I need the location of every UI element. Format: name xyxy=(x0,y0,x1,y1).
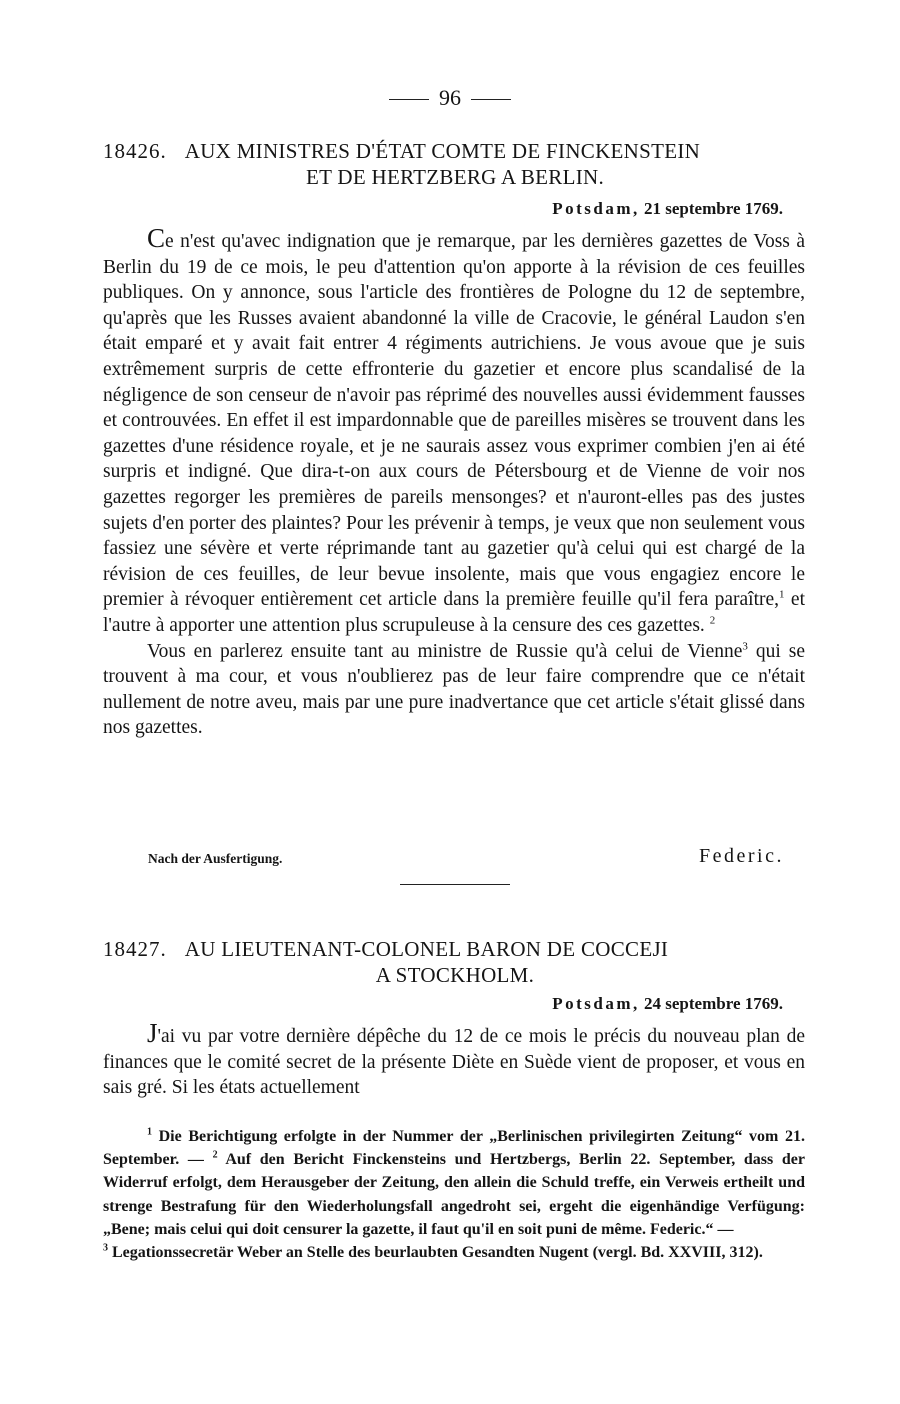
footnote-marker: 2 xyxy=(212,1149,218,1161)
footnote-ref: 2 xyxy=(709,614,716,627)
footnote-marker: 3 xyxy=(103,1242,108,1254)
paragraph: Ce n'est qu'avec indignation que je remarque, par les dernières gazettes de Voss à Berlin du 19 de ce mois, le peu d'attention qu'on apporte à la révision de ces feuilles publiques. On y annonce, sous l'article des frontières de Pologne du 12 de septembre, qu'après que les Russes avaient abandonné la ville de Cracovie, le général Laudon s'en était emparé et y avait fait entrer 4 régiments autrichiens. Je vous avoue que je suis extrêmement surpris de cette effronterie du gazetier et encore plus scandalisé de la négligence de son censeur de n'avoir pas réprimé des nouvelles aussi évidemment fausses et controuvées. En effet il est impardonnable que de pareilles misères se trouvent dans les gazettes d'une résidence royale, et je ne saurais assez vous exprimer combien j'en ai été surpris et indigné. Que dira-t-on aux cours de Pétersbourg et de Vienne de voir nos gazettes regorger les premières de pareils mensonges? et n'auront-elles pas des justes sujets d'en porter des plaintes? Pour les prévenir à temps, je veux que non seulement vous fassiez une sévère et verte réprimande tant au gazetier qu'à celui qui est chargé de la révision de ces feuilles, de leur bevue insolente, mais que vous engagiez encore le premier à révoquer entièrement cet article dans la première feuille qu'il fera paraître,$^1$ et l'autre à apporter une attention plus scrupuleuse à la censure des ces gazettes. $^2$ xyxy=(103,223,805,636)
section-divider xyxy=(400,884,510,885)
footnote-ref: 1 xyxy=(779,588,785,601)
heading-line-2: A STOCKHOLM. xyxy=(375,963,535,987)
page-number-dash-right xyxy=(471,99,511,100)
footnotes xyxy=(103,1125,805,1264)
footnote-text: Auf den Bericht Finckensteins und Hertzbergs, Berlin 22. September, dass der Widerruf erfolgt, dem Herausgeber der Zeitung, den allein die Schuld treffe, ein Verweis ertheilt und strenge Bestrafung für den Wiederholungsfall angedroht sei, ergeht die eigenhändige Verfügung: „Bene; mais celui qui doit censurer la gazette, il faut qu'il en soit puni de même. Federic.“ — xyxy=(103,1151,806,1238)
dateline-place: Potsdam, xyxy=(552,199,640,218)
letter-heading xyxy=(103,936,807,988)
footnote-ref: 3 xyxy=(742,640,748,652)
heading-line-1: 18427. AU LIEUTENANT-COLONEL BARON DE COCCEJI xyxy=(103,937,669,961)
heading-line-1: 18426. AUX MINISTRES D'ÉTAT COMTE DE FINCKENSTEIN xyxy=(103,139,701,163)
dateline-place: Potsdam, xyxy=(552,994,640,1013)
letter-body xyxy=(103,1018,805,1101)
footnote-marker: 1 xyxy=(147,1126,152,1138)
source-note: Nach der Ausfertigung. xyxy=(148,851,283,866)
letter-number: 18427. xyxy=(103,937,167,961)
initial-letter: C xyxy=(147,223,166,253)
letter-heading xyxy=(103,138,807,190)
dateline-date: 21 septembre 1769. xyxy=(644,199,783,218)
dateline xyxy=(103,993,783,1015)
heading-line-2: ET DE HERTZBERG A BERLIN. xyxy=(305,165,605,189)
footnote-block xyxy=(103,1125,805,1264)
signature: Federic. xyxy=(699,845,784,867)
dateline xyxy=(103,198,783,220)
footnote-text: Die Berichtigung erfolgte in der Nummer der „Berlinischen privilegirten Zeitung“ vom 21. September. — xyxy=(103,1128,805,1169)
paragraph: Vous en parlerez ensuite tant au ministre de Russie qu'à celui de Vienne$^3$ qui se trouvent à ma cour, et vous n'oublierez pas de leur faire comprendre que ce n'était nullement de notre aveu, mais par une pure inadvertance que cet article s'était glissé dans nos gazettes. xyxy=(103,640,805,739)
initial-letter: J xyxy=(147,1018,158,1048)
letter-number: 18426. xyxy=(103,139,167,163)
page-number-dash-left xyxy=(389,99,429,100)
footnote-text: Legationssecretär Weber an Stelle des beurlaubten Gesandten Nugent (vergl. Bd. XXVIII, 312). xyxy=(108,1244,763,1262)
closing-row xyxy=(148,845,784,871)
dateline-date: 24 septembre 1769. xyxy=(644,994,783,1013)
paragraph: J'ai vu par votre dernière dépêche du 12 de ce mois le précis du nouveau plan de finances que le comité secret de la présente Diète en Suède vient de proposer, et vous en sais gré. Si les états actuellement xyxy=(103,1018,805,1099)
page-number: 96 xyxy=(0,84,900,112)
letter-body xyxy=(103,223,805,741)
